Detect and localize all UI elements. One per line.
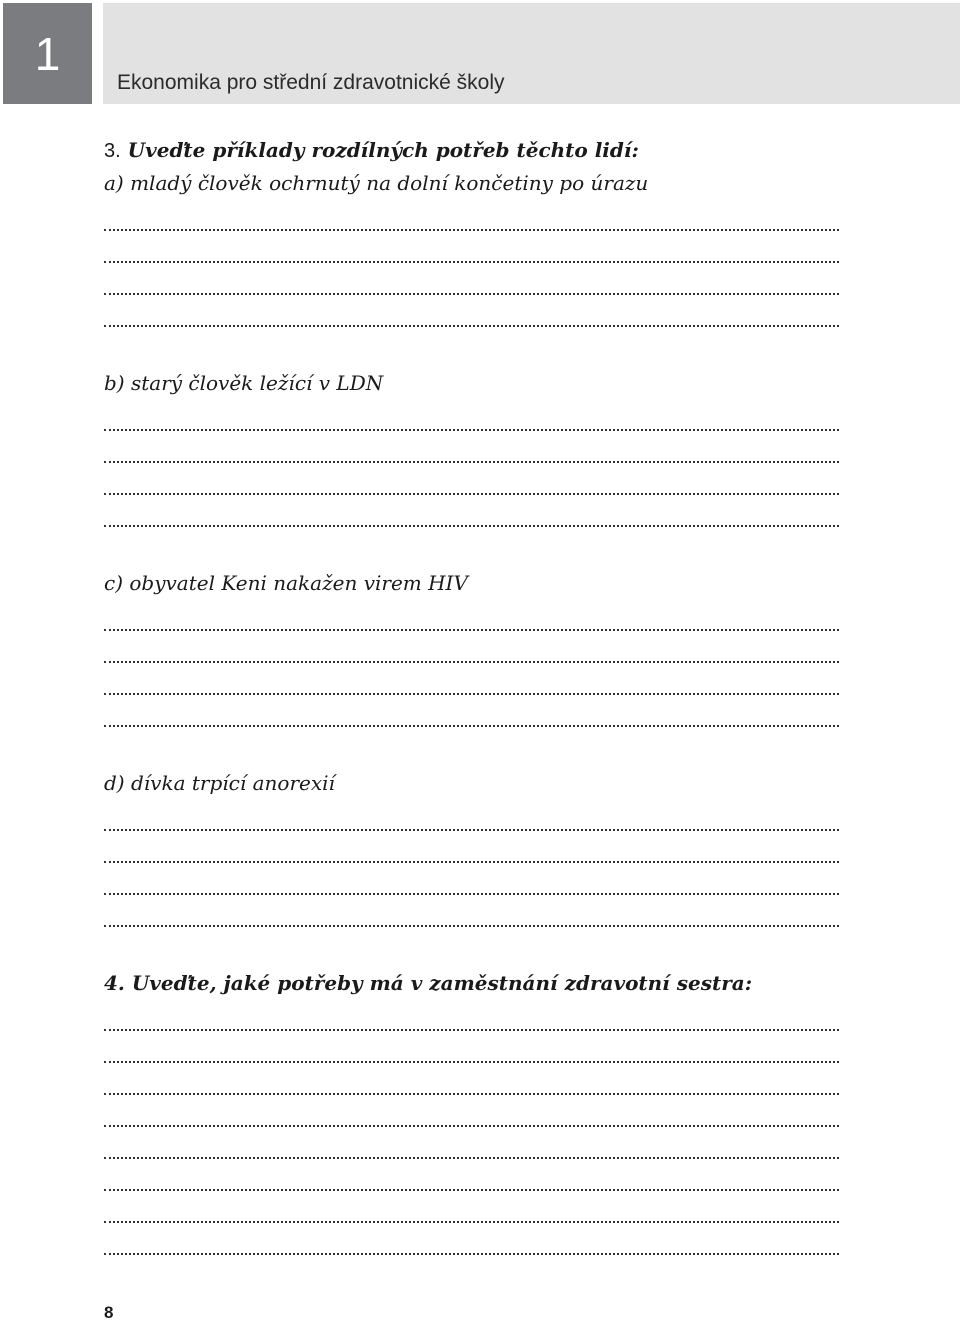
header-band [103, 3, 960, 104]
answer-line[interactable] [104, 831, 839, 863]
question-3-text: Uveďte příklady rozdílných potřeb těchto lidí: [127, 138, 639, 162]
answer-line[interactable] [104, 431, 839, 463]
answer-line[interactable] [104, 199, 839, 231]
worksheet-content [104, 134, 839, 1255]
answer-line[interactable] [104, 1031, 839, 1063]
answer-line[interactable] [104, 1127, 839, 1159]
question-3-number: 3. [104, 140, 121, 162]
page-number: 8 [104, 1303, 114, 1322]
answer-line[interactable] [104, 495, 839, 527]
chapter-number-box [3, 3, 92, 104]
answer-line[interactable] [104, 895, 839, 927]
answer-line[interactable] [104, 1095, 839, 1127]
chapter-number: 1 [34, 27, 61, 80]
book-title: Ekonomika pro střední zdravotnické školy [117, 71, 505, 94]
answer-line[interactable] [104, 631, 839, 663]
answer-line[interactable] [104, 231, 839, 263]
answer-line[interactable] [104, 663, 839, 695]
answer-line[interactable] [104, 295, 839, 327]
answer-line[interactable] [104, 1159, 839, 1191]
answer-line[interactable] [104, 1223, 839, 1255]
answer-line[interactable] [104, 799, 839, 831]
answer-line[interactable] [104, 399, 839, 431]
item-c-label: c) obyvatel Keni nakažen virem HIV [104, 571, 468, 595]
answer-line[interactable] [104, 1191, 839, 1223]
answer-line[interactable] [104, 1063, 839, 1095]
answer-line[interactable] [104, 263, 839, 295]
answer-line[interactable] [104, 463, 839, 495]
question-4-heading: 4. Uveďte, jaké potřeby má v zaměstnání zdravotní sestra: [104, 971, 753, 995]
item-a-label: a) mladý člověk ochrnutý na dolní končetiny po úrazu [104, 171, 649, 195]
answer-line[interactable] [104, 599, 839, 631]
answer-line[interactable] [104, 863, 839, 895]
question-3-heading [104, 134, 839, 167]
item-b-label: b) starý člověk ležící v LDN [104, 371, 384, 395]
answer-line[interactable] [104, 999, 839, 1031]
answer-line[interactable] [104, 695, 839, 727]
item-d-label: d) dívka trpící anorexií [104, 771, 335, 795]
